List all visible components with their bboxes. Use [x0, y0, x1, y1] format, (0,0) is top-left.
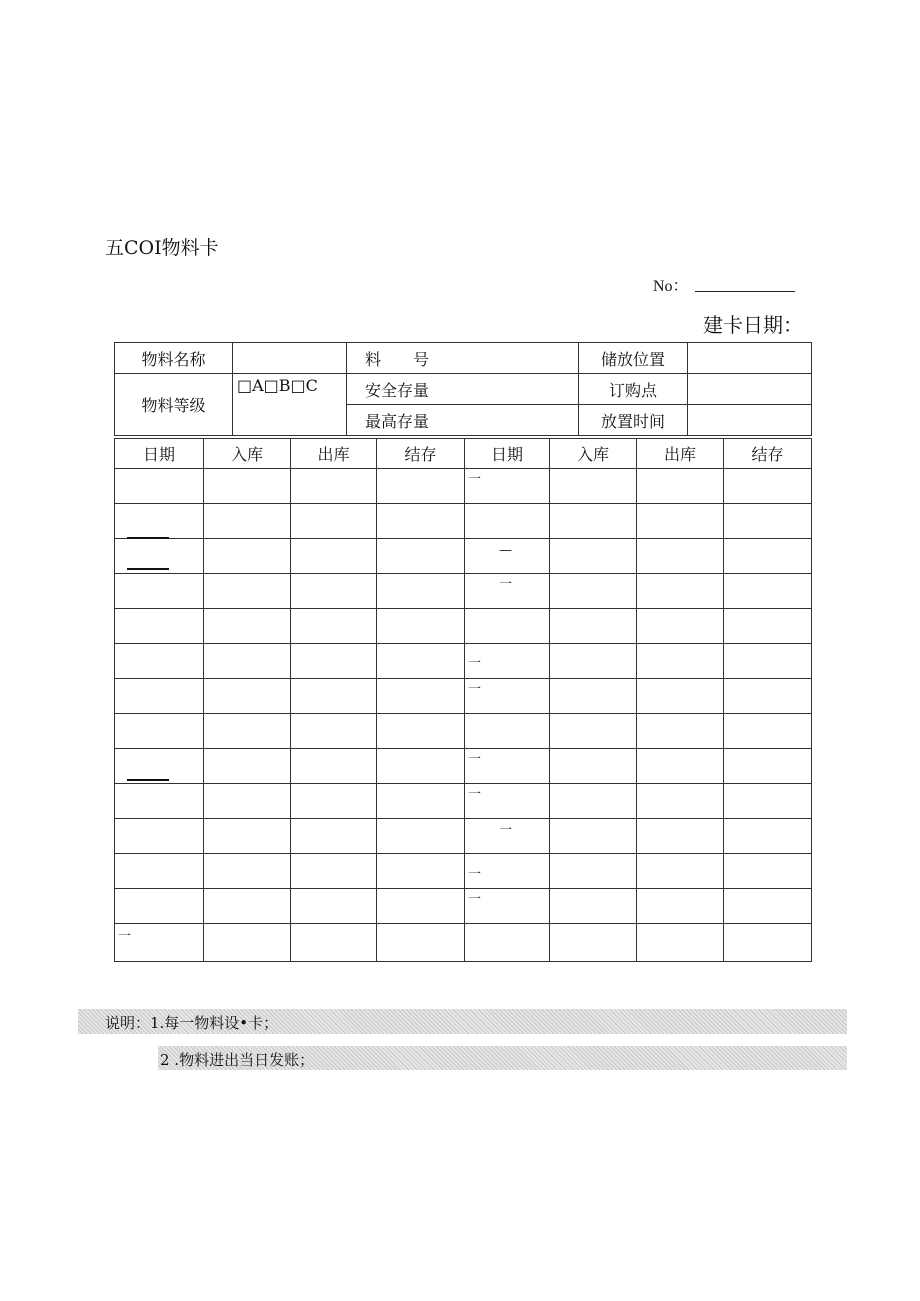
ledger-cell[interactable]	[377, 924, 465, 962]
ledger-cell[interactable]	[465, 539, 550, 574]
table-row	[115, 504, 812, 539]
max-stock-label: 最高存量	[347, 405, 579, 436]
ledger-cell[interactable]	[724, 609, 812, 644]
material-grade-options[interactable]: □A□B□C	[233, 374, 347, 436]
ledger-cell[interactable]	[204, 504, 291, 539]
ledger-cell[interactable]	[115, 924, 204, 962]
ledger-cell[interactable]	[465, 714, 550, 749]
column-header: 入库	[550, 439, 637, 469]
ledger-cell[interactable]	[115, 679, 204, 714]
ledger-cell[interactable]	[550, 574, 637, 609]
ledger-cell[interactable]	[291, 469, 377, 504]
card-number-label: No：	[653, 278, 689, 295]
ledger-cell[interactable]	[204, 819, 291, 854]
note-line-2	[158, 1046, 847, 1070]
column-header: 日期	[115, 439, 204, 469]
ledger-cell[interactable]	[465, 504, 550, 539]
ledger-cell[interactable]	[204, 679, 291, 714]
ledger-cell[interactable]	[204, 609, 291, 644]
ledger-cell[interactable]	[204, 574, 291, 609]
ledger-cell[interactable]	[550, 504, 637, 539]
dash-mark: 一	[468, 867, 482, 882]
ledger-cell[interactable]	[291, 784, 377, 819]
ledger-cell[interactable]	[291, 644, 377, 679]
ledger-cell[interactable]	[291, 609, 377, 644]
ledger-cell[interactable]	[465, 819, 550, 854]
ledger-cell[interactable]	[377, 819, 465, 854]
ledger-cell[interactable]	[550, 644, 637, 679]
ledger-cell[interactable]	[291, 749, 377, 784]
ledger-cell[interactable]	[465, 469, 550, 504]
ledger-cell[interactable]	[724, 504, 812, 539]
ledger-cell[interactable]	[204, 784, 291, 819]
ledger-cell[interactable]	[637, 539, 724, 574]
column-header: 结存	[377, 439, 465, 469]
material-name-label: 物料名称	[115, 343, 233, 374]
storage-location-field[interactable]	[688, 343, 812, 374]
ledger-cell[interactable]	[291, 889, 377, 924]
ledger-cell[interactable]	[637, 854, 724, 889]
ledger-cell[interactable]	[550, 539, 637, 574]
ledger-cell[interactable]	[724, 539, 812, 574]
ledger-cell[interactable]	[724, 889, 812, 924]
ledger-cell[interactable]	[291, 679, 377, 714]
ledger-cell[interactable]	[637, 574, 724, 609]
ledger-cell[interactable]	[724, 574, 812, 609]
ledger-cell[interactable]	[465, 574, 550, 609]
ledger-cell[interactable]	[550, 469, 637, 504]
ledger-cell[interactable]	[377, 749, 465, 784]
card-date-label: 建卡日期：	[703, 313, 803, 337]
storage-location-label: 储放位置	[579, 343, 688, 374]
dash-mark: 一	[468, 787, 482, 802]
reorder-point-field[interactable]	[688, 374, 812, 405]
reorder-point-label: 订购点	[579, 374, 688, 405]
ledger-cell[interactable]	[637, 784, 724, 819]
ledger-cell[interactable]	[115, 469, 204, 504]
table-row	[115, 889, 812, 924]
ledger-cell[interactable]	[637, 609, 724, 644]
ledger-cell[interactable]	[377, 854, 465, 889]
ledger-cell[interactable]	[377, 469, 465, 504]
table-row	[115, 539, 812, 574]
note-text: 2 .物料进出当日发账；	[160, 1051, 315, 1069]
ledger-cell[interactable]	[115, 854, 204, 889]
material-grade-label: 物料等级	[115, 374, 233, 436]
ledger-cell[interactable]	[637, 924, 724, 962]
ledger-cell[interactable]	[550, 714, 637, 749]
stock-ledger-table	[114, 438, 812, 962]
ledger-cell[interactable]	[637, 469, 724, 504]
ledger-cell[interactable]	[724, 854, 812, 889]
ledger-cell[interactable]	[724, 819, 812, 854]
table-row	[115, 609, 812, 644]
ledger-cell[interactable]	[637, 679, 724, 714]
ledger-cell[interactable]	[637, 819, 724, 854]
ledger-cell[interactable]	[115, 714, 204, 749]
table-row	[115, 469, 812, 504]
dash-mark: 一	[118, 929, 132, 944]
ledger-cell[interactable]	[637, 504, 724, 539]
dash-mark	[127, 568, 169, 570]
note-line-1	[78, 1009, 847, 1034]
ledger-cell[interactable]	[377, 504, 465, 539]
ledger-cell[interactable]	[550, 784, 637, 819]
dash-mark: 一	[468, 752, 482, 767]
ledger-cell[interactable]	[115, 889, 204, 924]
table-row	[115, 924, 812, 962]
ledger-cell[interactable]	[465, 854, 550, 889]
ledger-cell[interactable]	[291, 924, 377, 962]
ledger-cell[interactable]	[115, 784, 204, 819]
dash-mark: 一	[499, 577, 513, 592]
safety-stock-label: 安全存量	[347, 374, 579, 405]
dash-mark: 一	[499, 823, 513, 838]
ledger-cell[interactable]	[465, 644, 550, 679]
dash-mark: 一	[468, 682, 482, 697]
ledger-cell[interactable]	[377, 609, 465, 644]
column-header: 出库	[637, 439, 724, 469]
ledger-cell[interactable]	[377, 539, 465, 574]
ledger-cell[interactable]	[550, 854, 637, 889]
ledger-cell[interactable]	[377, 644, 465, 679]
ledger-cell[interactable]	[204, 924, 291, 962]
note-text: 说明：1.每一物料设•卡；	[105, 1014, 279, 1032]
ledger-cell[interactable]	[465, 749, 550, 784]
ledger-cell[interactable]	[465, 924, 550, 962]
ledger-cell[interactable]	[465, 609, 550, 644]
table-row	[115, 714, 812, 749]
storage-time-field[interactable]	[688, 405, 812, 436]
ledger-cell[interactable]	[115, 609, 204, 644]
table-row	[115, 854, 812, 889]
material-info-table	[114, 342, 812, 436]
ledger-cell[interactable]	[550, 924, 637, 962]
ledger-cell[interactable]	[637, 644, 724, 679]
ledger-cell[interactable]	[724, 924, 812, 962]
table-row	[115, 749, 812, 784]
ledger-cell[interactable]	[204, 854, 291, 889]
table-row	[115, 644, 812, 679]
ledger-cell[interactable]	[724, 784, 812, 819]
ledger-cell[interactable]	[724, 679, 812, 714]
table-row	[115, 574, 812, 609]
ledger-cell[interactable]	[465, 889, 550, 924]
ledger-cell[interactable]	[115, 539, 204, 574]
dash-mark: 一	[468, 656, 482, 671]
ledger-cell[interactable]	[291, 574, 377, 609]
ledger-cell[interactable]	[550, 679, 637, 714]
ledger-cell[interactable]	[465, 679, 550, 714]
ledger-cell[interactable]	[204, 539, 291, 574]
ledger-cell[interactable]	[115, 504, 204, 539]
column-header: 入库	[204, 439, 291, 469]
material-name-field[interactable]	[233, 343, 347, 374]
ledger-cell[interactable]	[377, 784, 465, 819]
ledger-cell[interactable]	[115, 574, 204, 609]
ledger-cell[interactable]	[291, 714, 377, 749]
ledger-cell[interactable]	[377, 714, 465, 749]
storage-time-label: 放置时间	[579, 405, 688, 436]
ledger-cell[interactable]	[291, 854, 377, 889]
ledger-cell[interactable]	[724, 714, 812, 749]
part-number-label: 料 号	[347, 343, 579, 374]
card-number-field[interactable]	[695, 291, 795, 292]
ledger-cell[interactable]	[637, 889, 724, 924]
dash-mark: 一	[468, 892, 482, 907]
dash-mark: 一	[468, 472, 482, 487]
ledger-cell[interactable]	[550, 749, 637, 784]
dash-mark: —	[499, 543, 512, 558]
column-header: 日期	[465, 439, 550, 469]
ledger-cell[interactable]	[291, 504, 377, 539]
ledger-cell[interactable]	[204, 889, 291, 924]
ledger-cell[interactable]	[637, 714, 724, 749]
ledger-cell[interactable]	[291, 819, 377, 854]
ledger-cell[interactable]	[115, 749, 204, 784]
ledger-cell[interactable]	[550, 889, 637, 924]
table-row	[115, 784, 812, 819]
document-title: 五COI物料卡	[105, 237, 219, 259]
column-header: 出库	[291, 439, 377, 469]
table-row	[115, 679, 812, 714]
ledger-cell[interactable]	[550, 819, 637, 854]
ledger-cell[interactable]	[550, 609, 637, 644]
ledger-cell[interactable]	[204, 714, 291, 749]
dash-mark	[127, 779, 169, 781]
ledger-cell[interactable]	[204, 469, 291, 504]
ledger-cell[interactable]	[115, 644, 204, 679]
ledger-cell[interactable]	[377, 574, 465, 609]
ledger-cell[interactable]	[204, 644, 291, 679]
ledger-cell[interactable]	[724, 644, 812, 679]
ledger-cell[interactable]	[377, 679, 465, 714]
ledger-cell[interactable]	[724, 749, 812, 784]
ledger-cell[interactable]	[377, 889, 465, 924]
ledger-cell[interactable]	[637, 749, 724, 784]
ledger-cell[interactable]	[724, 469, 812, 504]
column-header: 结存	[724, 439, 812, 469]
table-row	[115, 819, 812, 854]
ledger-cell[interactable]	[115, 819, 204, 854]
ledger-cell[interactable]	[291, 539, 377, 574]
ledger-cell[interactable]	[204, 749, 291, 784]
ledger-cell[interactable]	[465, 784, 550, 819]
